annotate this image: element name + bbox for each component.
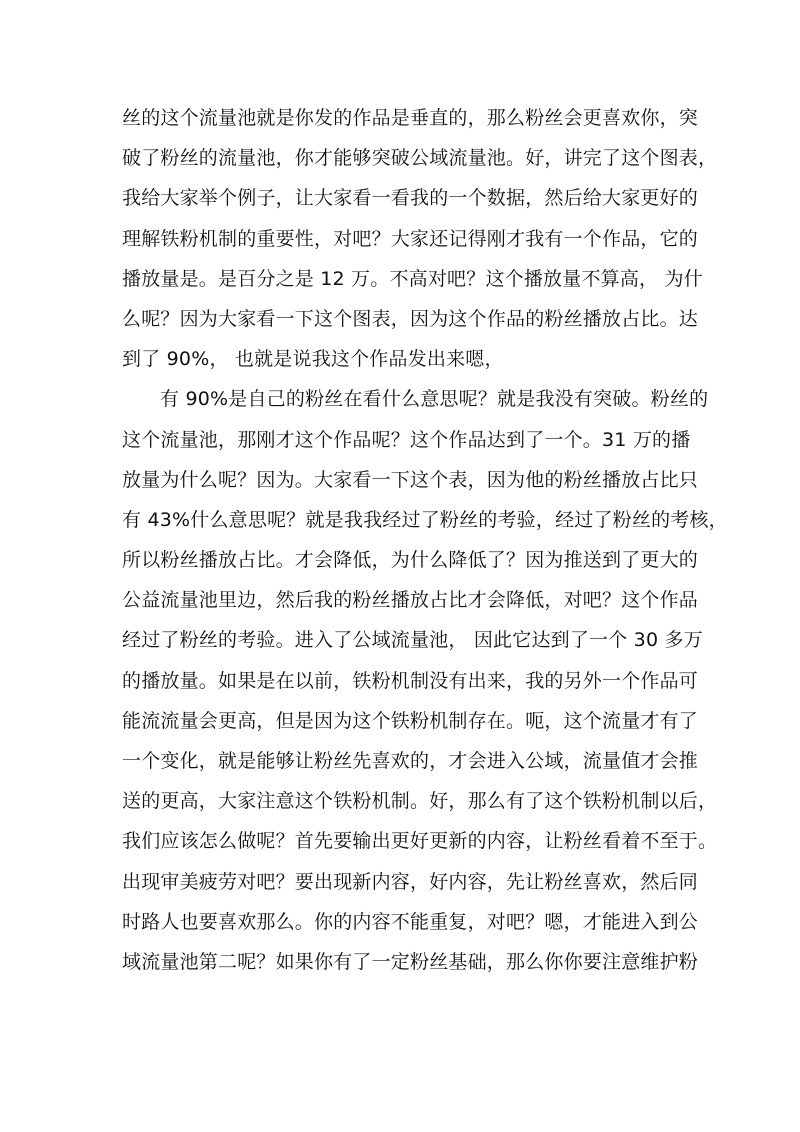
text-line: 这个流量池，那刚才这个作品呢？这个作品达到了一个。31 万的播 bbox=[122, 428, 691, 451]
text-line: 有 43%什么意思呢？就是我我经过了粉丝的考验，经过了粉丝的考核， bbox=[122, 508, 728, 531]
text-line: 理解铁粉机制的重要性，对吧？大家还记得刚才我有一个作品，它的 bbox=[122, 227, 699, 250]
text-line: 播放量是。是百分之是 12 万。不高对吧？这个播放量不算高， 为什 bbox=[122, 267, 703, 290]
text-line: 破了粉丝的流量池，你才能够突破公域流量池。好，讲完了这个图表， bbox=[122, 147, 718, 170]
text-line: 经过了粉丝的考验。进入了公域流量池， 因此它达到了一个 30 多万 bbox=[122, 629, 703, 652]
text-line: 一个变化，就是能够让粉丝先喜欢的，才会进入公域，流量值才会推 bbox=[122, 750, 699, 772]
text-line: 所以粉丝播放占比。才会降低，为什么降低了？因为推送到了更大的 bbox=[122, 549, 699, 572]
text-line: 送的更高，大家注意这个铁粉机制。好，那么有了这个铁粉机制以后， bbox=[122, 790, 718, 813]
text-line: 出现审美疲劳对吧？要出现新内容，好内容，先让粉丝喜欢，然后同 bbox=[122, 870, 699, 893]
text-line: 我给大家举个例子，让大家看一看我的一个数据，然后给大家更好的 bbox=[122, 187, 699, 210]
text-line: 丝的这个流量池就是你发的作品是垂直的，那么粉丝会更喜欢你，突 bbox=[122, 107, 699, 129]
document-body bbox=[122, 98, 728, 982]
paragraph-first-line: 有 90%是自己的粉丝在看什么意思呢？就是我没有突破。粉丝的 bbox=[160, 388, 709, 411]
text-line: 域流量池第二呢？如果你有了一定粉丝基础，那么你你要注意维护粉 bbox=[122, 950, 699, 973]
text-line: 能流流量会更高，但是因为这个铁粉机制存在。呃，这个流量才有了 bbox=[122, 709, 699, 732]
text-line: 我们应该怎么做呢？首先要输出更好更新的内容，让粉丝看着不至于。 bbox=[122, 830, 718, 853]
text-line: 时路人也要喜欢那么。你的内容不能重复，对吧？嗯，才能进入到公 bbox=[122, 910, 699, 933]
text-line: 的播放量。如果是在以前，铁粉机制没有出来，我的另外一个作品可 bbox=[122, 669, 699, 692]
text-line: 到了 90%， 也就是说我这个作品发出来嗯， bbox=[122, 348, 504, 371]
text-line: 么呢？因为大家看一下这个图表，因为这个作品的粉丝播放占比。达 bbox=[122, 307, 699, 330]
text-line: 放量为什么呢？因为。大家看一下这个表，因为他的粉丝播放占比只 bbox=[122, 468, 699, 491]
text-line: 公益流量池里边，然后我的粉丝播放占比才会降低，对吧？这个作品 bbox=[122, 589, 699, 612]
